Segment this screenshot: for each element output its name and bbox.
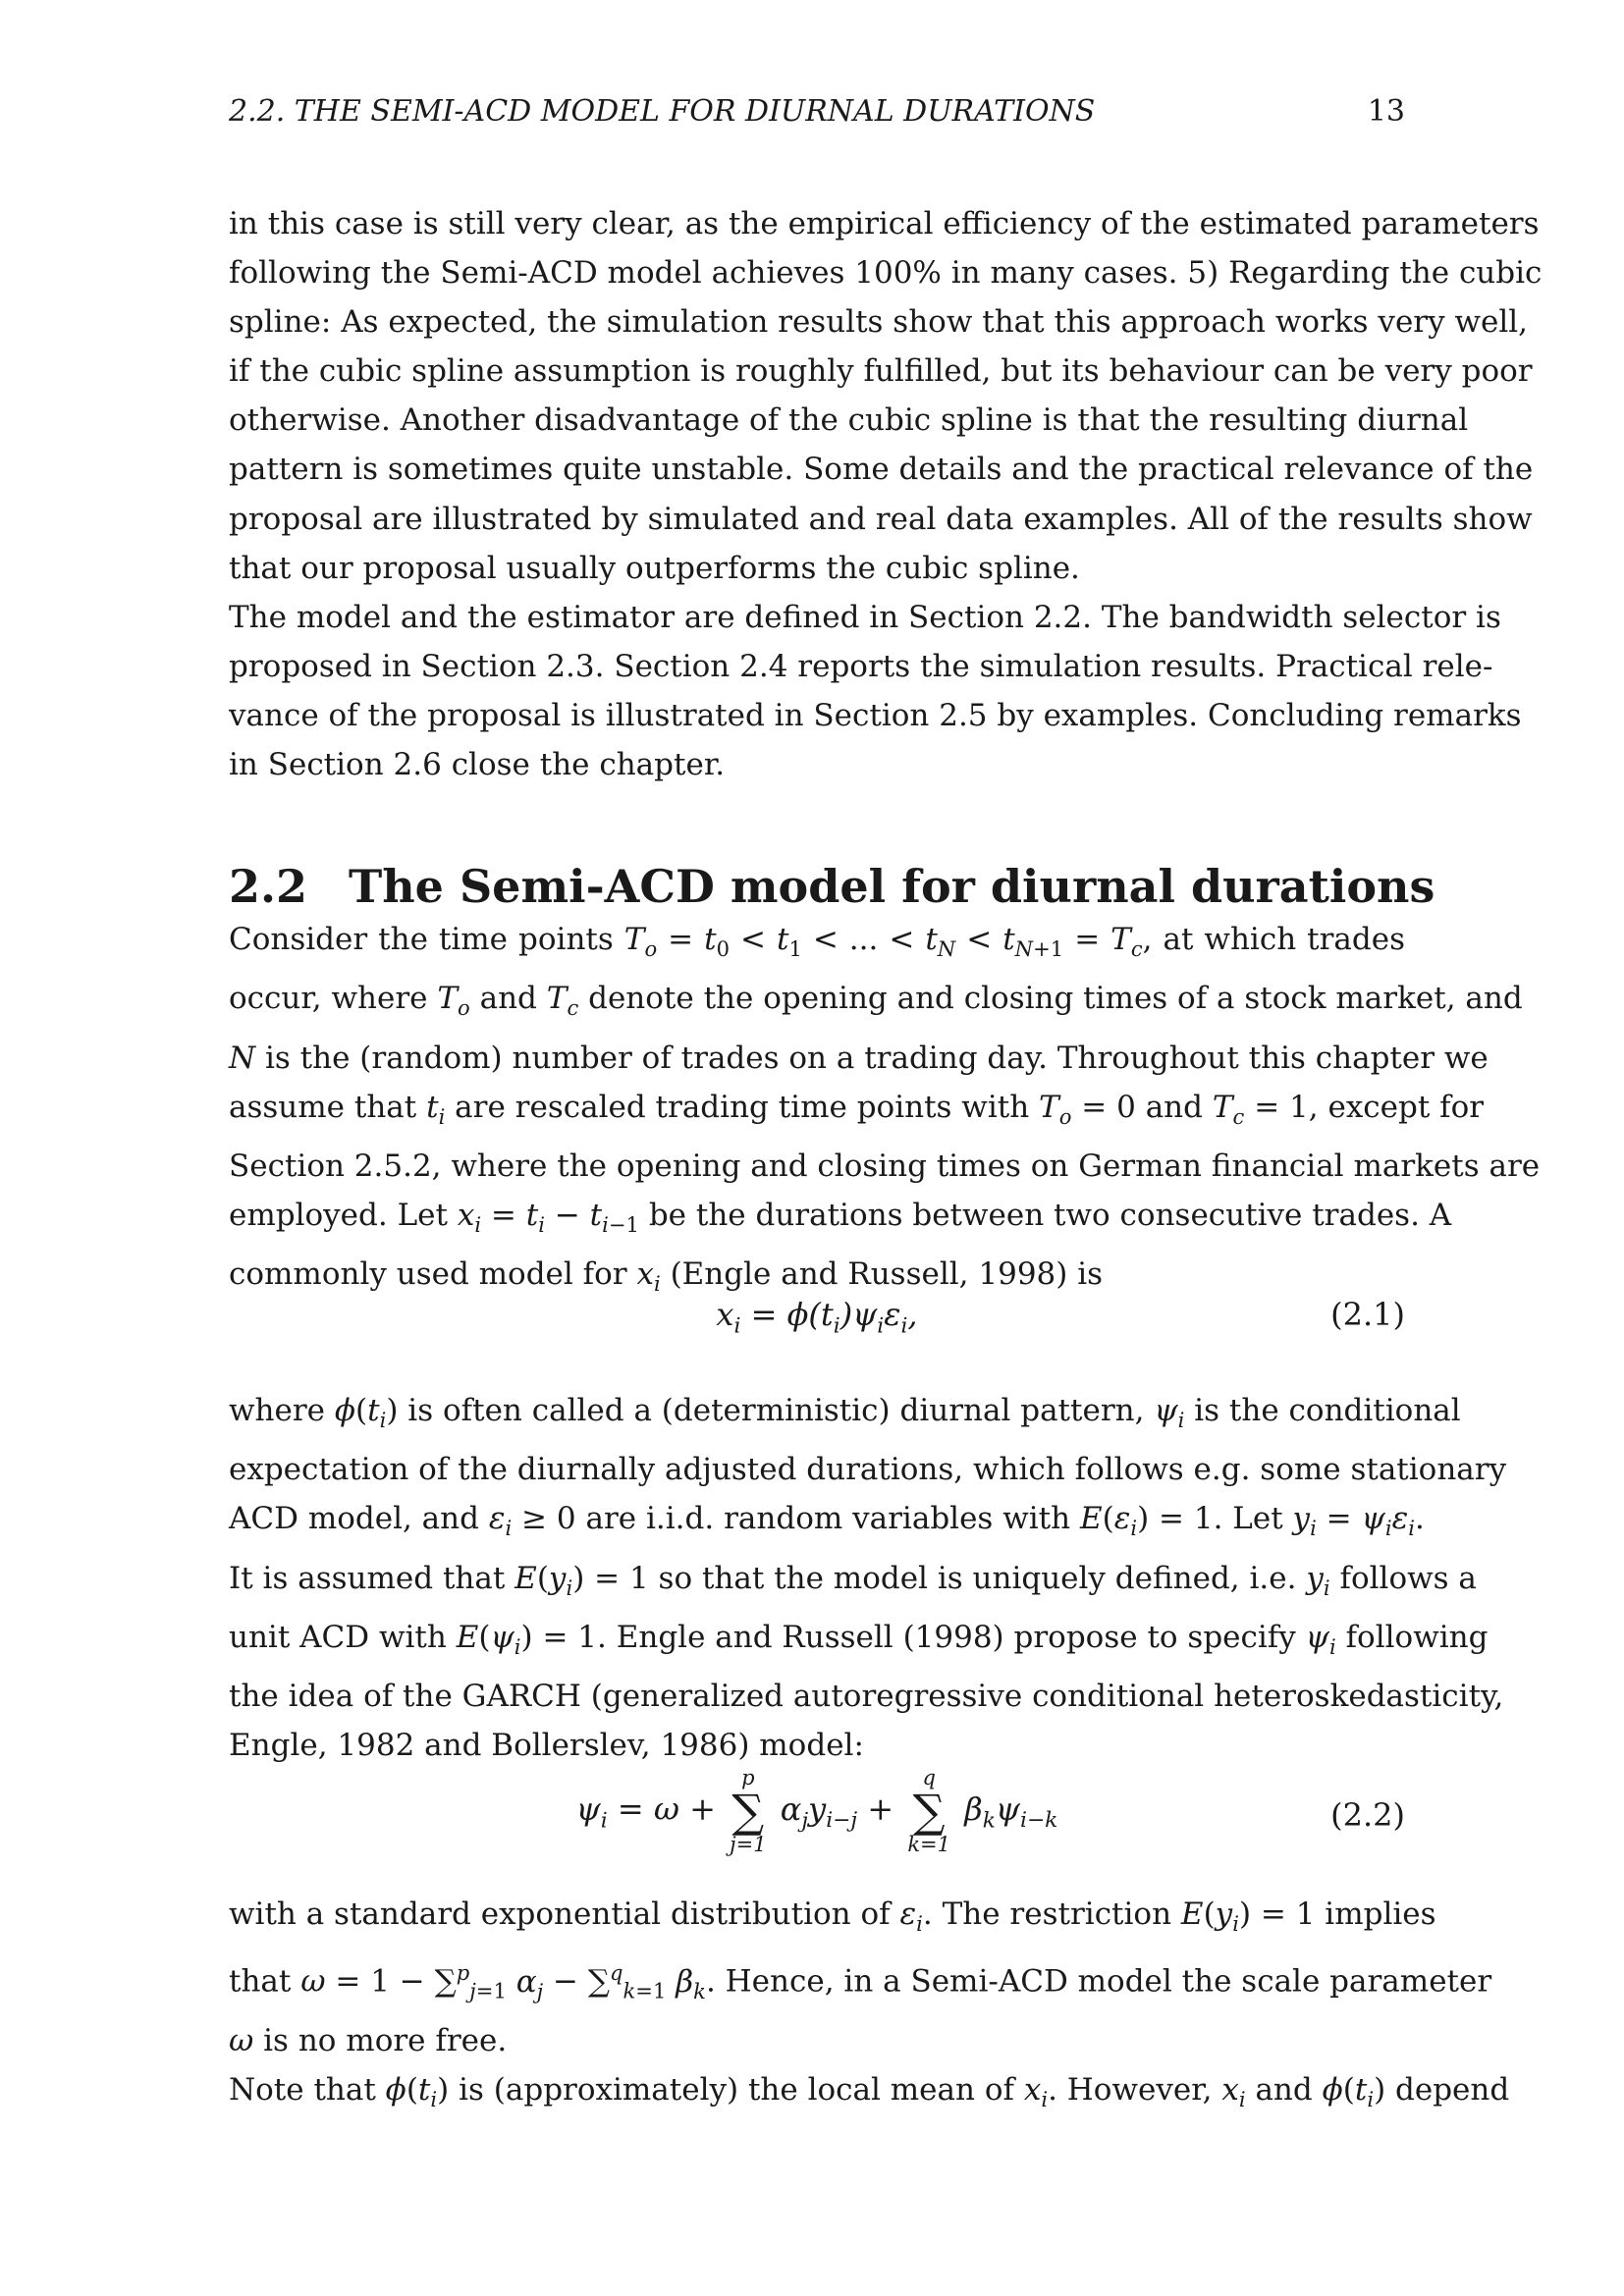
text-line: The model and the estimator are defined in Section 2.2. The bandwidth selector is [229,599,1501,635]
equation-number: (2.1) [1330,1296,1405,1333]
paragraph-time-points [229,915,1541,1309]
text-line: Section 2.5.2, where the opening and closing times on German financial markets are [229,1148,1541,1184]
text-line: spline: As expected, the simulation results show that this approach works very well, [229,304,1529,341]
text-line: ACD model, and $\varepsilon_i \ge 0$ are i.i.d. random variables with $E(\varepsilon_i) = 1$. Let $y_i = \psi_i\varepsilon_i$. [229,1501,1425,1541]
equation-expression: $\psi_i = \omega$ + p ∑ j=1 $\alpha_jy_{i-j}$ + q ∑ k=1 $\beta_k\psi_{i-k}$ [575,1766,1058,1856]
text-line: employed. Let $x_i = t_i - t_{i-1}$ be the durations between two consecutive trades. A [229,1198,1452,1238]
summation-operator: p ∑ j=1 [730,1766,767,1856]
running-head-title: 2.2. THE SEMI-ACD MODEL FOR DIURNAL DURATIONS [229,94,1096,129]
paragraph-diurnal-pattern [229,1386,1507,1770]
text-line: Engle, 1982 and Bollerslev, 1986) model: [229,1728,864,1764]
paragraph-restriction [229,1890,1510,2124]
text-line: ω is no more free. [229,2022,508,2058]
text-line: occur, where $T_o$ and $T_c$ denote the opening and closing times of a stock market, and [229,981,1523,1021]
text-line: vance of the proposal is illustrated in Section 2.5 by examples. Concluding remarks [229,697,1522,733]
text-line: It is assumed that $E(y_i) = 1$ so that the model is uniquely defined, i.e. $y_i$ follows a [229,1560,1477,1600]
text-line: proposal are illustrated by simulated and real data examples. All of the results show [229,501,1533,537]
text-line: commonly used model for $x_i$ (Engle and Russell, 1998) is [229,1256,1104,1297]
text-line: Consider the time points $T_o = t_0 < t_1$ < ... < $t_N < t_{N+1} = T_c$, at which trades [229,922,1406,962]
text-line: that ω = 1 − ∑$^p_{j=1}$ $\alpha_j - \sum^q_{k=1}$ $\beta_k$. Hence, in a Semi-ACD model the scale parameter [229,1960,1492,2003]
equation-expression: $x_i = \phi(t_i)\psi_i\varepsilon_i$, [716,1296,918,1339]
page-number: 13 [1367,94,1405,129]
section-heading [229,860,1435,913]
text-line: with a standard exponential distribution of $\varepsilon_i$. The restriction $E(y_i) = 1$ implies [229,1896,1436,1937]
text-line: N is the (random) number of trades on a trading day. Throughout this chapter we [229,1040,1489,1076]
equation-number: (2.2) [1330,1796,1405,1834]
section-title: The Semi-ACD model for diurnal durations [349,860,1435,913]
text-line: in this case is still very clear, as the empirical efficiency of the estimated parameters [229,206,1540,241]
text-line: Note that $\phi(t_i)$ is (approximately) the local mean of $x_i$. However, $x_i$ and $\phi(t_i)$ depend [229,2071,1510,2112]
text-line: expectation of the diurnally adjusted durations, which follows e.g. some stationary [229,1452,1507,1488]
text-line: following the Semi-ACD model achieves 100% in many cases. 5) Regarding the cubic [229,255,1543,292]
summation-operator: q ∑ k=1 [907,1766,951,1856]
equation-2-2 [229,1767,1405,1865]
equation-2-1 [229,1296,1405,1345]
text-line: proposed in Section 2.3. Section 2.4 reports the simulation results. Practical rele- [229,648,1493,684]
text-line: assume that $t_i$ are rescaled trading time points with $T_o = 0$ and $T_c = 1$, except for [229,1089,1485,1129]
text-line: if the cubic spline assumption is roughly fulfilled, but its behaviour can be very poor [229,353,1533,390]
running-head [229,94,1405,133]
text-line: that our proposal usually outperforms the cubic spline. [229,550,1080,586]
text-line: the idea of the GARCH (generalized autoregressive conditional heteroskedasticity, [229,1679,1504,1715]
section-number: 2.2 [229,860,308,913]
text-line: otherwise. Another disadvantage of the cubic spline is that the resulting diurnal [229,402,1469,439]
text-line: where $\phi(t_i)$ is often called a (deterministic) diurnal pattern, $\psi_i$ is the conditional [229,1393,1461,1433]
text-line: pattern is sometimes quite unstable. Some details and the practical relevance of the [229,452,1534,488]
intro-paragraph [229,199,1543,789]
text-line: in Section 2.6 close the chapter. [229,747,726,783]
text-line: unit ACD with $E(\psi_i) = 1$. Engle and Russell (1998) propose to specify $\psi_i$ following [229,1619,1489,1660]
